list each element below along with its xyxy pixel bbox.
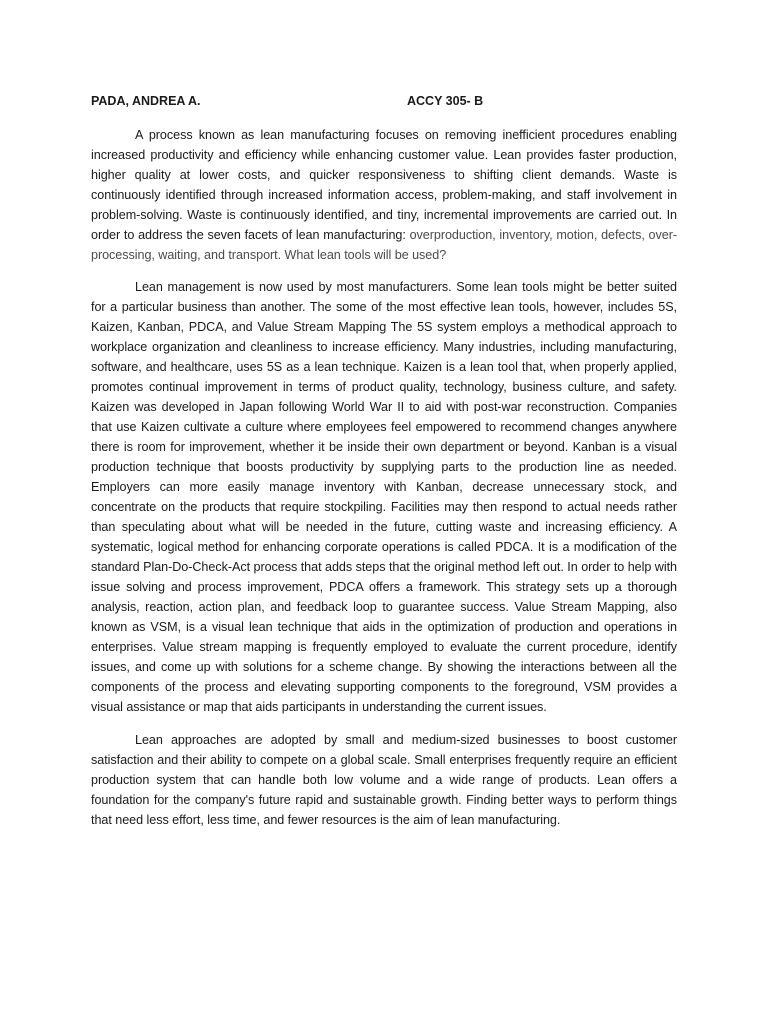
paragraph-intro (91, 125, 677, 265)
document-header (91, 94, 677, 112)
paragraph-conclusion: Lean approaches are adopted by small and medium-sized businesses to boost customer satisfaction and their ability to compete on a global scale. Small enterprises frequently require an efficient production system that can handle both low volume and a wide range of products. Lean offers a foundation for the company's future rapid and sustainable growth. Finding better ways to perform things that need less effort, less time, and fewer resources is the aim of lean manufacturing. (91, 733, 677, 827)
paragraph-lean-tools: Lean management is now used by most manufacturers. Some lean tools might be better suited for a particular business than another. The some of the most effective lean tools, however, includes 5S, Kaizen, Kanban, PDCA, and Value Stream Mapping The 5S system employs a methodical approach to workplace organization and cleanliness to increase efficiency. Many industries, including manufacturing, software, and healthcare, uses 5S as a lean technique. Kaizen is a lean tool that, when properly applied, promotes continual improvement in terms of product quality, technology, business culture, and safety. Kaizen was developed in Japan following World War II to aid with post-war reconstruction. Companies that use Kaizen cultivate a culture where employees feel empowered to recommend changes anywhere there is room for improvement, whether it be inside their own department or beyond. Kanban is a visual production technique that boosts productivity by supplying parts to the production line as needed. Employers can more easily manage inventory with Kanban, decrease unnecessary stock, and concentrate on the products that require stockpiling. Facilities may then respond to actual needs rather than speculating about what will be needed in the future, cutting waste and increasing efficiency. A systematic, logical method for enhancing corporate operations is called PDCA. It is a modification of the standard Plan-Do-Check-Act process that adds steps that the original method left out. In order to help with issue solving and process improvement, PDCA offers a framework. This strategy sets up a thorough analysis, reaction, action plan, and feedback loop to guarantee success. Value Stream Mapping, also known as VSM, is a visual lean technique that aids in the optimization of production and operations in enterprises. Value stream mapping is frequently employed to evaluate the current procedure, identify issues, and come up with solutions for a scheme change. By showing the interactions between all the components of the process and elevating supporting components to the foreground, VSM provides a visual assistance or map that aids participants in understanding the current issues. (91, 280, 677, 714)
student-name: PADA, ANDREA A. (91, 94, 201, 108)
course-code: ACCY 305- B (407, 94, 484, 108)
paragraph-intro-main: A process known as lean manufacturing focuses on removing inefficient procedures enabling increased productivity and efficiency while enhancing customer value. Lean provides faster production, higher quality at lower costs, and quicker responsiveness to shifting client demands. Waste is continuously identified through increased information access, problem-making, and staff involvement in problem-solving. Waste is continuously identified, and tiny, incremental improvements are carried out. In order to address the seven facets of lean manufacturing: (91, 128, 677, 242)
paragraph-intro-tail: overproduction, inventory, motion, defects, over-processing, waiting, and transport. What lean tools will be used? (91, 228, 677, 262)
